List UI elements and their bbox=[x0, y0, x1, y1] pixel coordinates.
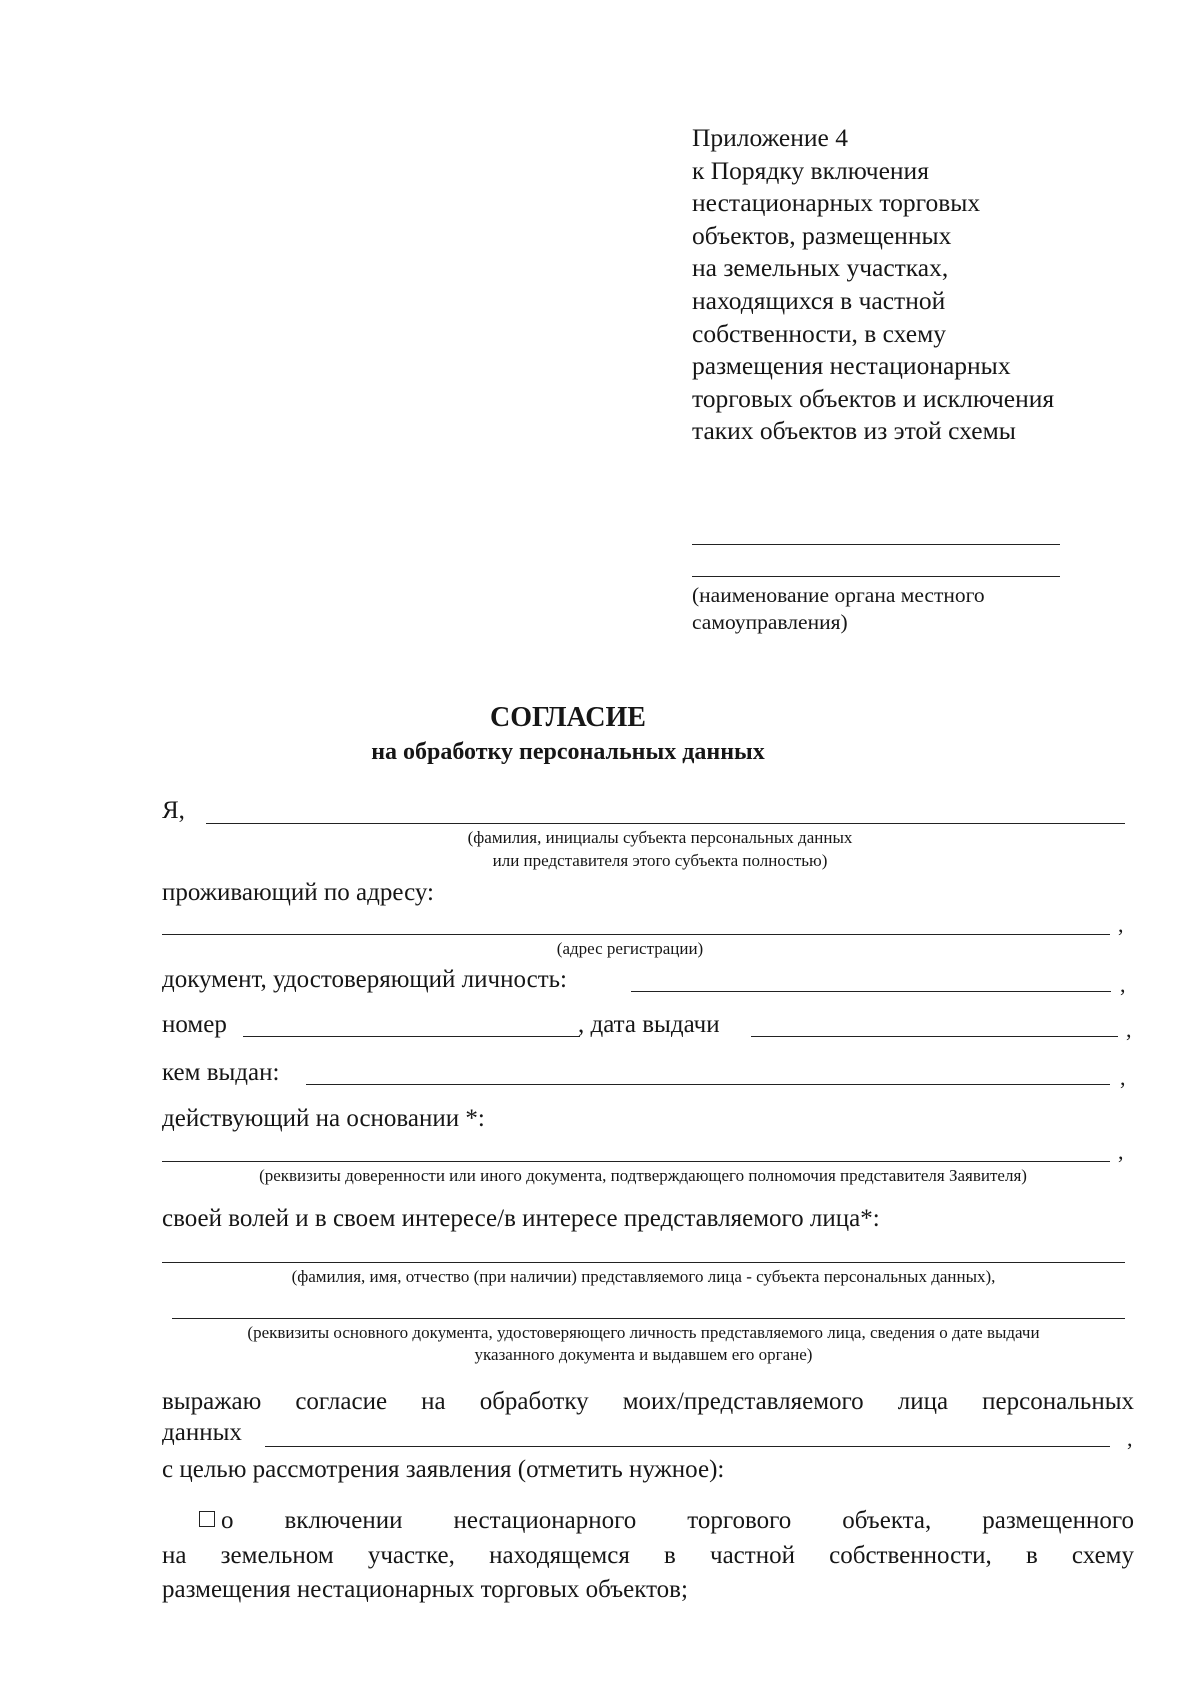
authority-name-field-1[interactable] bbox=[692, 544, 1060, 545]
consent-text-line-1: выражаю согласие на обработку моих/представляемого лица персональных bbox=[162, 1388, 1134, 1415]
authority-caption-line: самоуправления) bbox=[692, 610, 848, 634]
full-name-field[interactable] bbox=[206, 823, 1125, 824]
option-1-line-1 bbox=[199, 1504, 1134, 1537]
option-1-checkbox[interactable] bbox=[199, 1511, 215, 1527]
represented-document-caption-2: указанного документа и выдавшем его органе) bbox=[474, 1345, 813, 1364]
comma: , bbox=[1120, 1065, 1126, 1090]
appendix-line: Приложение 4 bbox=[692, 123, 848, 152]
authority-caption-line: (наименование органа местного bbox=[692, 583, 985, 607]
document-number-field[interactable] bbox=[243, 1036, 580, 1037]
acting-caption: (реквизиты доверенности или иного документа, подтверждающего полномочия представителя Заявителя) bbox=[259, 1166, 1027, 1185]
consent-data-label: данных bbox=[162, 1419, 242, 1446]
document-title: СОГЛАСИЕ bbox=[490, 702, 646, 733]
option-1-line-2: на земельном участке, находящемся в частной собственности, в схему bbox=[162, 1542, 1134, 1569]
acting-basis-field[interactable] bbox=[162, 1161, 1110, 1162]
id-document-field[interactable] bbox=[631, 991, 1111, 992]
comma: , bbox=[1118, 1139, 1124, 1164]
residing-label: проживающий по адресу: bbox=[162, 879, 434, 906]
acting-label: действующий на основании *: bbox=[162, 1105, 485, 1132]
personal-data-field[interactable] bbox=[265, 1446, 1110, 1447]
represented-person-field[interactable] bbox=[162, 1262, 1125, 1263]
authority-caption bbox=[692, 582, 985, 636]
appendix-line: к Порядку включения bbox=[692, 155, 929, 185]
comma: , bbox=[1126, 1017, 1132, 1042]
comma: , bbox=[1118, 912, 1124, 937]
authority-name-field-2[interactable] bbox=[692, 576, 1060, 577]
issue-date-field[interactable] bbox=[751, 1036, 1118, 1037]
issued-by-label: кем выдан: bbox=[162, 1059, 280, 1086]
appendix-line: нестационарных торговых bbox=[692, 188, 981, 218]
comma: , bbox=[1127, 1426, 1133, 1451]
issue-date-label: , дата выдачи bbox=[578, 1011, 720, 1038]
document-subtitle: на обработку персональных данных bbox=[371, 739, 765, 765]
appendix-line: собственности, в схему bbox=[692, 318, 946, 348]
represented-document-caption-1: (реквизиты основного документа, удостоверяющего личность представляемого лица, сведения о дате выдачи bbox=[247, 1323, 1040, 1342]
appendix-header bbox=[692, 122, 1054, 448]
appendix-line: таких объектов из этой схемы bbox=[692, 416, 1016, 446]
full-name-caption-2: или представителя этого субъекта полностью) bbox=[492, 851, 828, 870]
option-1-line-3: размещения нестационарных торговых объектов; bbox=[162, 1576, 688, 1603]
i-label: Я, bbox=[162, 797, 185, 824]
full-name-caption-1: (фамилия, инициалы субъекта персональных данных bbox=[467, 828, 853, 847]
id-document-label: документ, удостоверяющий личность: bbox=[162, 966, 567, 993]
option-1-text: о включении нестационарного торгового объекта, размещенного bbox=[221, 1507, 1134, 1534]
comma: , bbox=[1120, 972, 1126, 997]
appendix-line: находящихся в частной bbox=[692, 285, 946, 315]
purpose-label: с целью рассмотрения заявления (отметить нужное): bbox=[162, 1456, 725, 1483]
issued-by-field[interactable] bbox=[306, 1084, 1110, 1085]
number-label: номер bbox=[162, 1011, 227, 1038]
appendix-line: на земельных участках, bbox=[692, 253, 949, 283]
address-field[interactable] bbox=[162, 934, 1110, 935]
address-caption: (адрес регистрации) bbox=[556, 939, 704, 958]
represented-document-field[interactable] bbox=[172, 1318, 1125, 1319]
appendix-line: объектов, размещенных bbox=[692, 220, 952, 250]
appendix-line: торговых объектов и исключения bbox=[692, 383, 1055, 413]
represented-person-caption: (фамилия, имя, отчество (при наличии) представляемого лица - субъекта персональных данных), bbox=[291, 1267, 996, 1286]
will-label: своей волей и в своем интересе/в интересе представляемого лица*: bbox=[162, 1205, 880, 1232]
appendix-line: размещения нестационарных bbox=[692, 351, 1011, 381]
